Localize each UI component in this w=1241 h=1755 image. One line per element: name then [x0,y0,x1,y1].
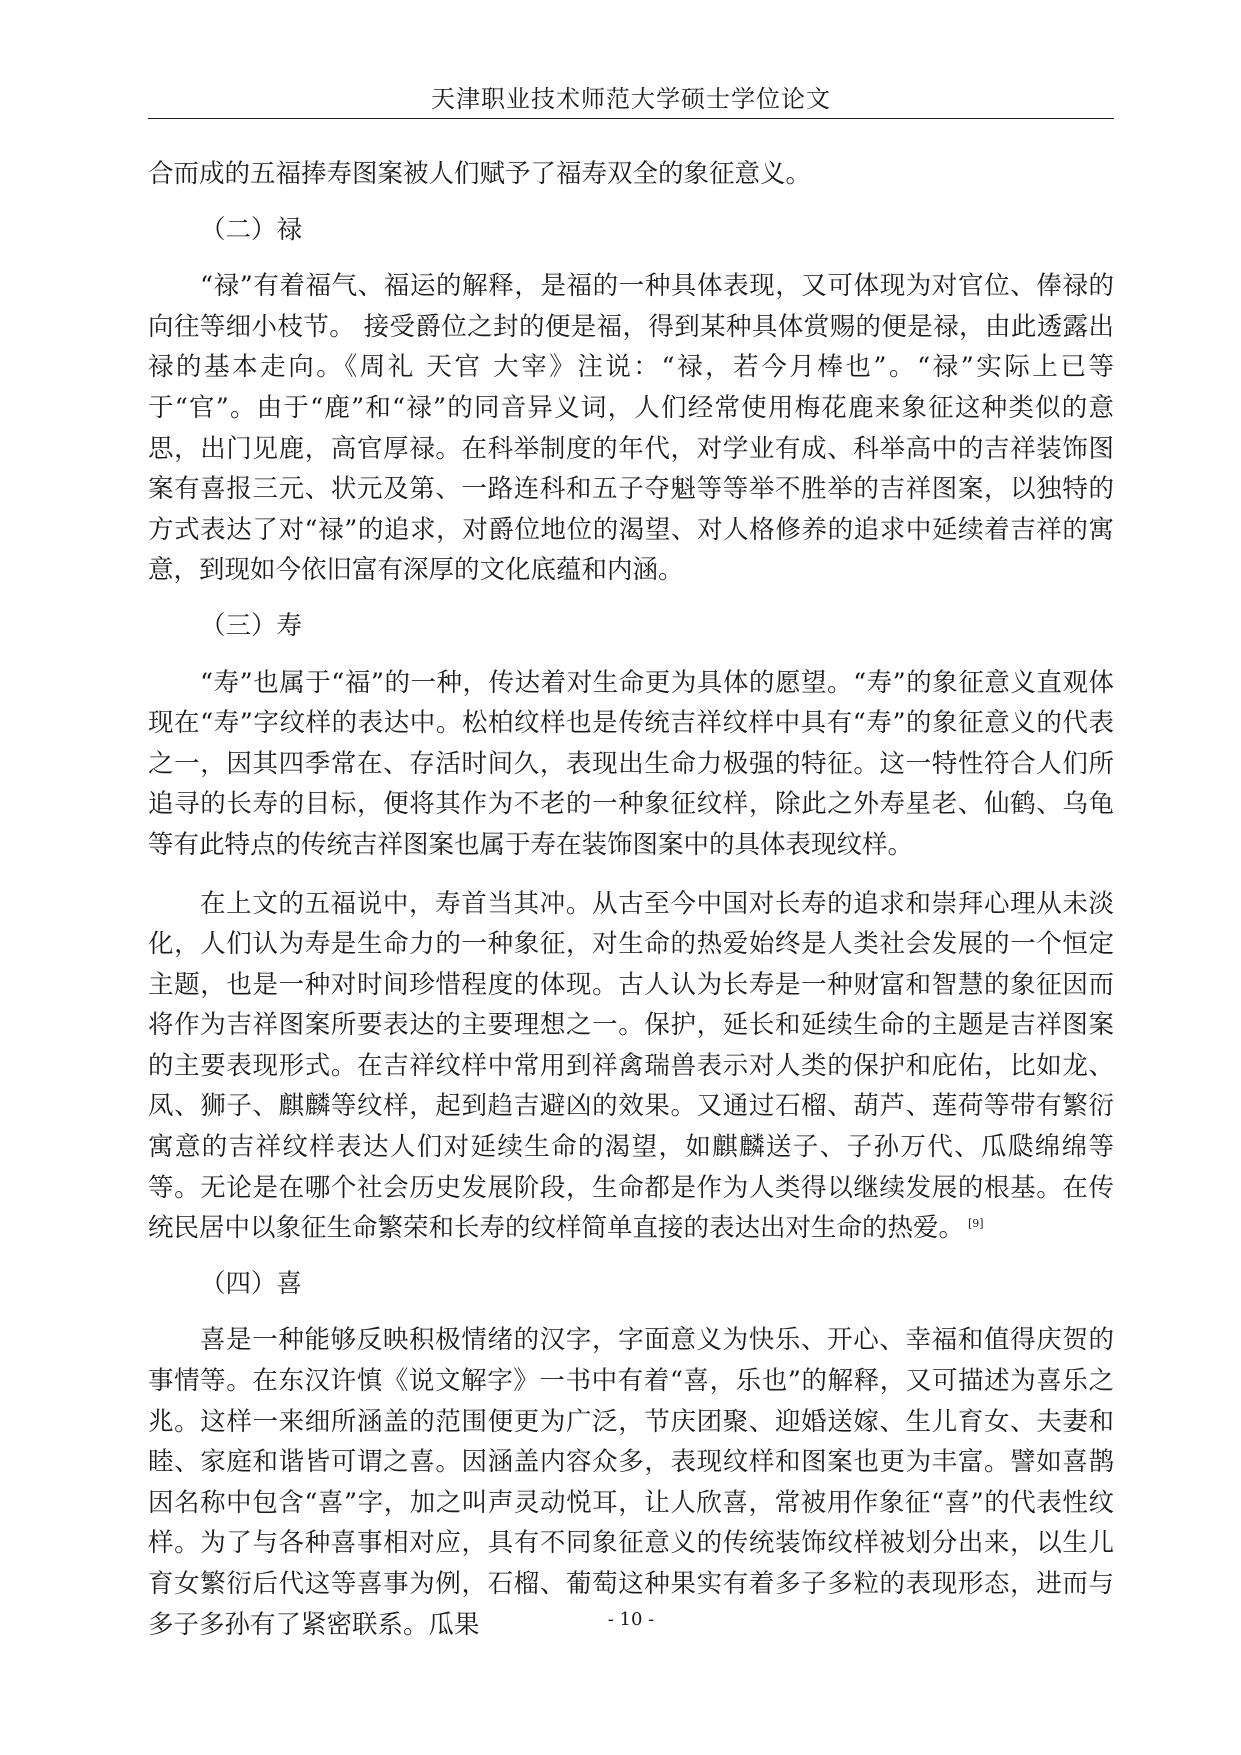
paragraph-continuation: 合而成的五福捧寿图案被人们赋予了福寿双全的象征意义。 [148,159,812,189]
paragraph-shou-2-text: 在上文的五福说中，寿首当其冲。从古至今中国对长寿的追求和崇拜心理从未淡化，人们认为寿是生命力的一种象征，对生命的热爱始终是人类社会发展的一个恒定主题，也是一种对时间珍惜程度的体现。古人认为长寿是一种财富和智慧的象征因而将作为吉祥图案所要表达的主要理想之一。保护，延长和延续生命的主题是吉祥图案的主要表现形式。在吉祥纹样中常用到祥禽瑞兽表示对人类的保护和庇佑，比如龙、凤、狮子、麒麟等纹样，起到趋吉避凶的效果。又通过石榴、葫芦、莲荷等带有繁衍寓意的吉祥纹样表达人们对延续生命的渴望，如麒麟送子、子孙万代、瓜瓞绵绵等等。无论是在哪个社会历史发展阶段，生命都是作为人类得以继续发展的根基。在传统民居中以象征生命繁荣和长寿的纹样简单直接的表达出对生命的热爱。 [148,888,1114,1244]
running-header: 天津职业技术师范大学硕士学位论文 [431,85,831,113]
header-rule [148,118,1114,119]
paragraph-lu: “禄”有着福气、福运的解释，是福的一种具体表现，又可体现为对官位、俸禄的向往等细小枝节。 接受爵位之封的便是福，得到某种具体赏赐的便是禄，由此透露出禄的基本走向。《周礼 天官 大宰》注说：“禄，若今月棒也”。“禄”实际上已等于“官”。由于“鹿”和“禄”的同音异义词，人们经常使用梅花鹿来象征这种类似的意思，出门见鹿，高官厚禄。在科举制度的年代，对学业有成、科举高中的吉祥装饰图案有喜报三元、状元及第、一路连科和五子夺魁等等举不胜举的吉祥图案，以独特的方式表达了对“禄”的追求，对爵位地位的渴望、对人格修养的追求中延续着吉祥的寓意，到现如今依旧富有深厚的文化底蕴和内涵。 [148,271,1114,586]
section-heading-shou: （三）寿 [200,610,303,641]
citation-mark: [9] [968,1216,984,1230]
section-heading-lu: （二）禄 [200,214,303,245]
paragraph-shou-1: “寿”也属于“福”的一种，传达着对生命更为具体的愿望。“寿”的象征意义直观体现在“寿”字纹样的表达中。松柏纹样也是传统吉祥纹样中具有“寿”的象征意义的代表之一，因其四季常在、存活时间久，表现出生命力极强的特征。这一特性符合人们所追寻的长寿的目标，便将其作为不老的一种象征纹样，除此之外寿星老、仙鹤、乌龟等有此特点的传统吉祥图案也属于寿在装饰图案中的具体表现纹样。 [148,667,1114,860]
section-heading-xi: （四）喜 [200,1268,303,1299]
body-text [148,154,1114,1645]
paragraph-xi: 喜是一种能够反映积极情绪的汉字，字面意义为快乐、开心、幸福和值得庆贺的事情等。在东汉许慎《说文解字》一书中有着“喜，乐也”的解释，又可描述为喜乐之兆。这样一来细所涵盖的范围便更为广泛，节庆团聚、迎婚送嫁、生儿育女、夫妻和睦、家庭和谐皆可谓之喜。因涵盖内容众多，表现纹样和图案也更为丰富。譬如喜鹊因名称中包含“喜”字，加之叫声灵动悦耳，让人欣喜，常被用作象征“喜”的代表性纹样。为了与各种喜事相对应，具有不同象征意义的传统装饰纹样被划分出来，以生儿育女繁衍后代这等喜事为例，石榴、葡萄这种果实有着多子多粒的表现形态，进而与多子多孙有了紧密联系。瓜果 [148,1325,1114,1640]
page-number: - 10 - [607,1609,655,1630]
paragraph-shou-2 [148,884,1114,1249]
